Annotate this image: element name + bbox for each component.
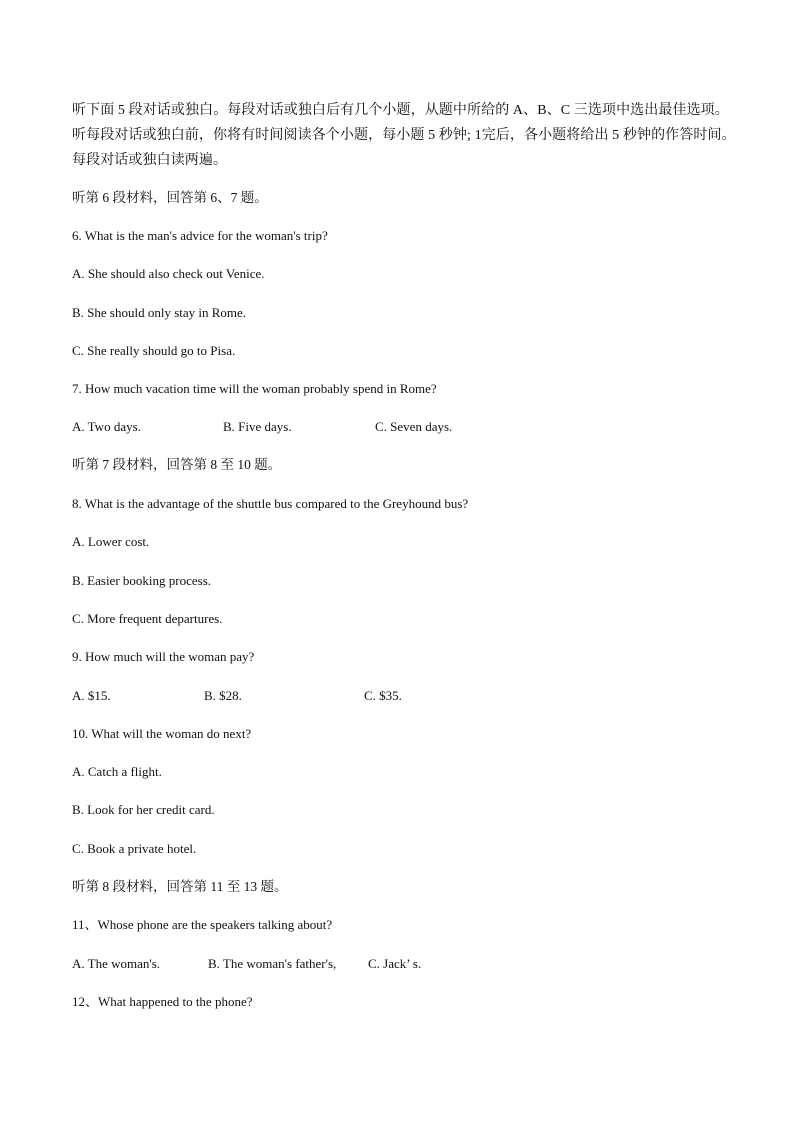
section-heading-6-7: 听第 6 段材料，回答第 6、7 题。	[72, 190, 268, 205]
question-9-prompt: 9. How much will the woman pay?	[72, 649, 255, 664]
question-6-option-c: C. She really should go to Pisa.	[72, 343, 236, 358]
question-7-prompt: 7. How much vacation time will the woman probably spend in Rome?	[72, 381, 437, 396]
question-7-option-c: C. Seven days.	[375, 419, 453, 434]
section-heading-11-13: 听第 8 段材料，回答第 11 至 13 题。	[72, 879, 288, 894]
question-9-option-b: B. $28.	[204, 688, 242, 703]
instruction-line-2: 听每段对话或独白前，你将有时间阅读各个小题，每小题 5 秒钟; 1完后，各小题将给出 5 秒钟的作答时间。	[72, 128, 736, 143]
section-heading-8-10: 听第 7 段材料，回答第 8 至 10 题。	[72, 457, 282, 472]
question-11-option-a: A. The woman's.	[72, 956, 161, 971]
question-8-option-a: A. Lower cost.	[72, 534, 150, 549]
instruction-line-3: 每段对话或独白读两遍。	[72, 153, 228, 168]
question-10-option-c: C. Book a private hotel.	[72, 841, 197, 856]
question-8-option-b: B. Easier booking process.	[72, 573, 212, 588]
question-10-option-b: B. Look for her credit card.	[72, 802, 215, 817]
question-11-prompt: 11、Whose phone are the speakers talking about?	[72, 917, 333, 932]
question-10-prompt: 10. What will the woman do next?	[72, 726, 252, 741]
question-7-option-a: A. Two days.	[72, 419, 141, 434]
question-6-option-b: B. She should only stay in Rome.	[72, 305, 247, 320]
question-8-prompt: 8. What is the advantage of the shuttle bus compared to the Greyhound bus?	[72, 496, 469, 511]
question-6-prompt: 6. What is the man's advice for the woman's trip?	[72, 228, 328, 243]
question-8-option-c: C. More frequent departures.	[72, 611, 223, 626]
question-9-option-a: A. $15.	[72, 688, 111, 703]
question-9-option-c: C. $35.	[364, 688, 402, 703]
instruction-line-1: 听下面 5 段对话或独白。每段对话或独白后有几个小题，从题中所给的 A、B、C 三选项中选出最佳选项。	[72, 103, 729, 118]
question-10-option-a: A. Catch a flight.	[72, 764, 162, 779]
question-11-option-b: B. The woman's father's,	[208, 956, 337, 971]
question-7-option-b: B. Five days.	[223, 419, 292, 434]
question-12-prompt: 12、What happened to the phone?	[72, 994, 253, 1009]
question-11-option-c: C. Jack’ s.	[368, 956, 422, 971]
question-6-option-a: A. She should also check out Venice.	[72, 266, 265, 281]
